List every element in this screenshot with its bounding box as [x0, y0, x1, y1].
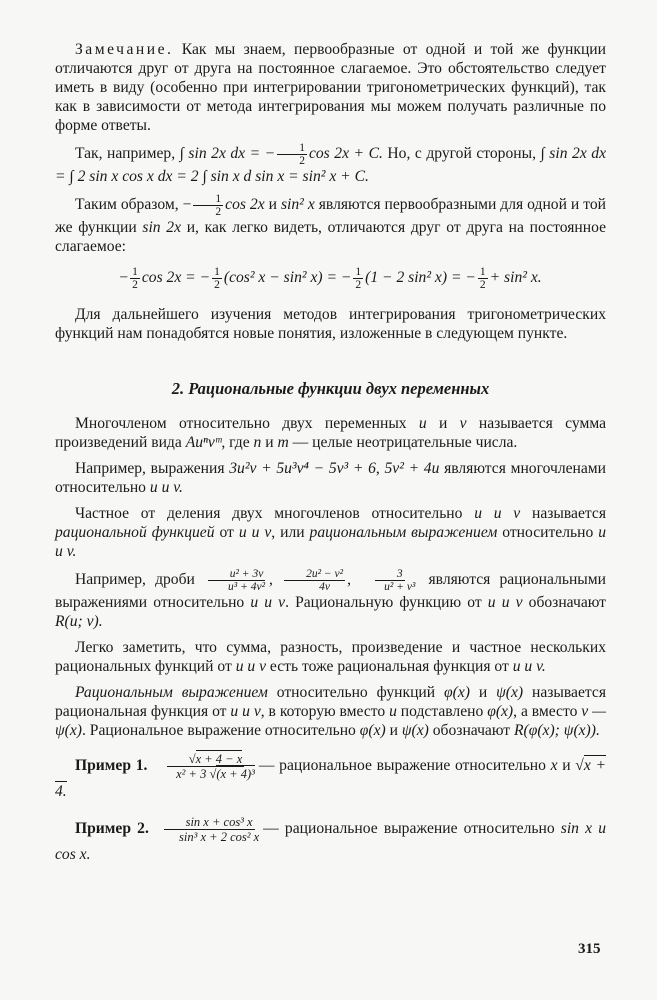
page-number: 315 — [578, 941, 601, 957]
integral-formula-1: ∫ sin 2x dx = − — [179, 145, 276, 163]
text-span: , в которую вместо — [260, 703, 390, 720]
formula-psi: ψ(x) — [496, 684, 524, 701]
var-u: u — [418, 415, 427, 432]
fraction-denominator: sin³ x + 2 cos² x — [179, 830, 260, 844]
text-span: и, как легко видеть, отличаются друг от друга на постоянное слагаемое: — [55, 219, 606, 255]
text-span: обозначают — [522, 594, 606, 611]
var-m: m — [277, 434, 289, 451]
fraction-denominator: 2 — [215, 206, 222, 218]
text-span: есть тоже рациональная функция от — [266, 658, 513, 675]
text-span: обозначают — [428, 722, 515, 739]
text-span: Например, дроби — [75, 571, 205, 589]
example-integrals-paragraph — [55, 142, 606, 186]
example-2 — [55, 815, 606, 866]
remark-label: Замечание. — [75, 41, 174, 58]
fraction-denominator: 4v — [319, 581, 330, 593]
fraction-numerator: u² + 3v — [208, 568, 266, 581]
text-span: Так, например, — [75, 145, 180, 163]
page-body — [55, 40, 606, 866]
text-span: Таким образом, − — [75, 196, 192, 214]
formula-sin2x: sin 2x — [142, 219, 181, 236]
closure-remark — [55, 638, 606, 676]
text-span: Частное от деления двух многочленов относительно — [75, 505, 475, 522]
fraction-denominator: 2 — [132, 279, 138, 291]
rational-function-definition — [55, 504, 606, 561]
section-heading: 2. Рациональные функции двух переменных — [171, 379, 490, 398]
equation-term: (cos² x − sin² x) = − — [223, 269, 352, 287]
term-rational-expression: Рациональным выражением — [75, 684, 268, 701]
text-span: Легко заметить, что сумма, разность, произведение и частное нескольких рациональных функций от — [55, 639, 606, 675]
text-span: называется сумма произведений вида — [55, 415, 606, 451]
fraction-one-half — [193, 193, 223, 218]
text-span: подставлено — [396, 703, 488, 720]
text-span: называется рациональная функция от — [55, 684, 606, 720]
text-span: относительно — [497, 524, 599, 541]
var-x: x — [550, 757, 558, 775]
fraction-example-2 — [284, 568, 345, 593]
fraction-numerator: 1 — [277, 142, 307, 155]
text-span: — целые неотрицательные числа. — [288, 434, 518, 451]
text-span: и — [264, 196, 281, 214]
formula-cos2x: cos 2x — [225, 196, 265, 214]
formula-psi: ψ(x) — [401, 722, 429, 739]
equation-term: cos 2x = − — [141, 269, 211, 287]
term-rational-function: рациональной функцией — [55, 524, 215, 541]
var-n: n — [253, 434, 262, 451]
fraction-denominator: u² + v³ — [384, 581, 416, 593]
identity-equation — [55, 266, 606, 291]
formula-phi: φ(x) — [444, 684, 470, 701]
equation-term: (1 − 2 sin² x) = − — [365, 269, 476, 287]
vars-u-v: u и v — [487, 594, 523, 611]
text-span: , или — [271, 524, 310, 541]
text-span: относительно функций — [267, 684, 444, 701]
radicand: x + 4 − x — [195, 752, 243, 766]
text-span: , а вместо — [513, 703, 582, 720]
fraction-numerator: 3 — [375, 568, 405, 581]
fraction-numerator: sin x + cos³ x — [164, 815, 255, 830]
text-span: от — [214, 524, 239, 541]
formula-phi: φ(x) — [359, 722, 386, 739]
fraction-numerator: 1 — [214, 266, 220, 278]
notation-R-phi-psi: R(φ(x); ψ(x)). — [514, 722, 600, 739]
fraction-example-1 — [206, 568, 267, 593]
fraction-numerator: 1 — [193, 193, 223, 206]
sqrt-expression: √x + 4. — [55, 757, 606, 800]
example-2-label: Пример 2. — [75, 820, 149, 838]
var-u: u — [389, 703, 397, 720]
text-span: . Рациональную функцию от — [285, 594, 488, 611]
antiderivatives-paragraph — [55, 193, 606, 256]
vars-u-v: u и v — [474, 505, 521, 522]
fraction-numerator: 1 — [132, 266, 138, 278]
fraction-numerator: √x + 4 − x — [167, 752, 245, 767]
denominator-part: x² + 3 — [176, 767, 210, 781]
example-1 — [55, 752, 606, 803]
text-span: называется — [520, 505, 606, 522]
fraction-numerator: 1 — [479, 266, 486, 278]
polynomial-formula-1: 3u²v + 5u³v⁴ − 5v³ + 6 — [229, 460, 376, 477]
minus-sign: − — [119, 269, 129, 287]
fraction-denominator: 2 — [214, 279, 220, 291]
monomial-formula: Auⁿvᵐ — [185, 434, 222, 451]
text-span: и — [557, 757, 576, 775]
equation-term: + sin² x. — [489, 269, 542, 287]
fraction-one-half — [478, 266, 488, 291]
vars-u-v: u и v. — [512, 658, 546, 675]
text-span: . Рациональное выражение относительно — [82, 722, 360, 739]
fraction-numerator: 2u² − v² — [284, 568, 345, 581]
text-span: и — [426, 415, 460, 432]
remark-text: Как мы знаем, первообразные от одной и той же функции отличаются друг от друга на постоянное слагаемое. Это обстоятельство следует иметь в виду (особенно при интегрировании тригонометрических функций), так как в зависимости от метода интегрирования мы можем получать различные по форме ответы. — [55, 41, 606, 134]
vars-u-v: u и v — [238, 524, 272, 541]
formula-v-psi: v — ψ(x) — [55, 703, 606, 739]
example-1-fraction — [154, 752, 257, 781]
text-span: — рациональное выражение относительно — [258, 757, 551, 775]
text-span: являются многочленами относительно — [55, 460, 607, 496]
remark-paragraph — [55, 40, 606, 135]
text-span: Например, выражения — [75, 460, 230, 477]
fraction-one-half — [353, 266, 363, 291]
integral-formula-1-tail: cos 2x + C. — [308, 145, 383, 163]
text-span: Многочленом относительно двух переменных — [75, 415, 419, 432]
formula-phi: φ(x) — [487, 703, 514, 720]
vars-u-v: u и v — [235, 658, 267, 675]
polynomial-definition — [55, 414, 606, 452]
text-span: , где — [221, 434, 254, 451]
radicand: (x + 4)³ — [216, 767, 255, 781]
example-2-tail: sin x и cos x. — [55, 820, 606, 863]
fraction-denominator: u³ + 4v² — [228, 581, 266, 593]
composite-rational-definition — [55, 683, 606, 740]
example-1-label: Пример 1. — [75, 757, 148, 775]
polynomial-examples — [55, 459, 606, 497]
fraction-example-3 — [362, 568, 417, 593]
fraction-one-half — [277, 142, 307, 167]
text-span: , — [375, 460, 385, 477]
term-rational-expression: рациональным выражением — [309, 524, 498, 541]
radicand: x + 4. — [55, 757, 606, 800]
fraction-one-half — [212, 266, 222, 291]
fraction-one-half — [130, 266, 140, 291]
formula-sin2: sin² x — [280, 196, 315, 214]
vars-u-v: u и v — [230, 703, 261, 720]
text-span: Но, с другой стороны, — [382, 145, 541, 163]
notation-R-u-v: R(u; v). — [55, 613, 103, 630]
fraction-denominator: x² + 3 √(x + 4)³ — [176, 767, 255, 781]
text-span: и — [261, 434, 278, 451]
vars-u-v: u и v. — [149, 479, 183, 496]
text-span: и — [469, 684, 497, 701]
text-span: являются рациональными выражениями относительно — [55, 571, 606, 611]
vars-u-v: u и v — [250, 594, 286, 611]
rational-examples: Например, дроби $\frac{\text{u² + 3v}}{\text{u³ + 4v²}}$ , $\frac{\text{2u² − v²}}{4v}$ , $\frac{3}{\text{u² + v³}}$ являются рациональными выражениями относительно u и v. Рациональную функцию от u и v обозначают R(u; v). — [55, 568, 606, 630]
var-v: v — [459, 415, 467, 432]
fraction-denominator: 2 — [479, 279, 486, 291]
text-span: и — [385, 722, 402, 739]
fraction-denominator: 2 — [355, 279, 362, 291]
fraction-numerator: 1 — [355, 266, 362, 278]
text-span: являются первообразными для одной и той же функции — [55, 196, 606, 236]
fraction-denominator: 2 — [299, 155, 305, 167]
example-2-fraction — [157, 815, 261, 844]
integral-formula-2: ∫ sin 2x dx = ∫ 2 sin x cos x dx = 2 ∫ sin x d sin x = sin² x + C. — [55, 145, 606, 185]
polynomial-formula-2: 5v² + 4u — [384, 460, 440, 477]
text-span: — рациональное выражение относительно — [263, 820, 561, 838]
transition-paragraph: Для дальнейшего изучения методов интегрирования тригонометрических функций нам понадобятся новые понятия, изложенные в следующем пункте. — [55, 306, 606, 342]
vars-u-v: u и v. — [55, 524, 606, 560]
